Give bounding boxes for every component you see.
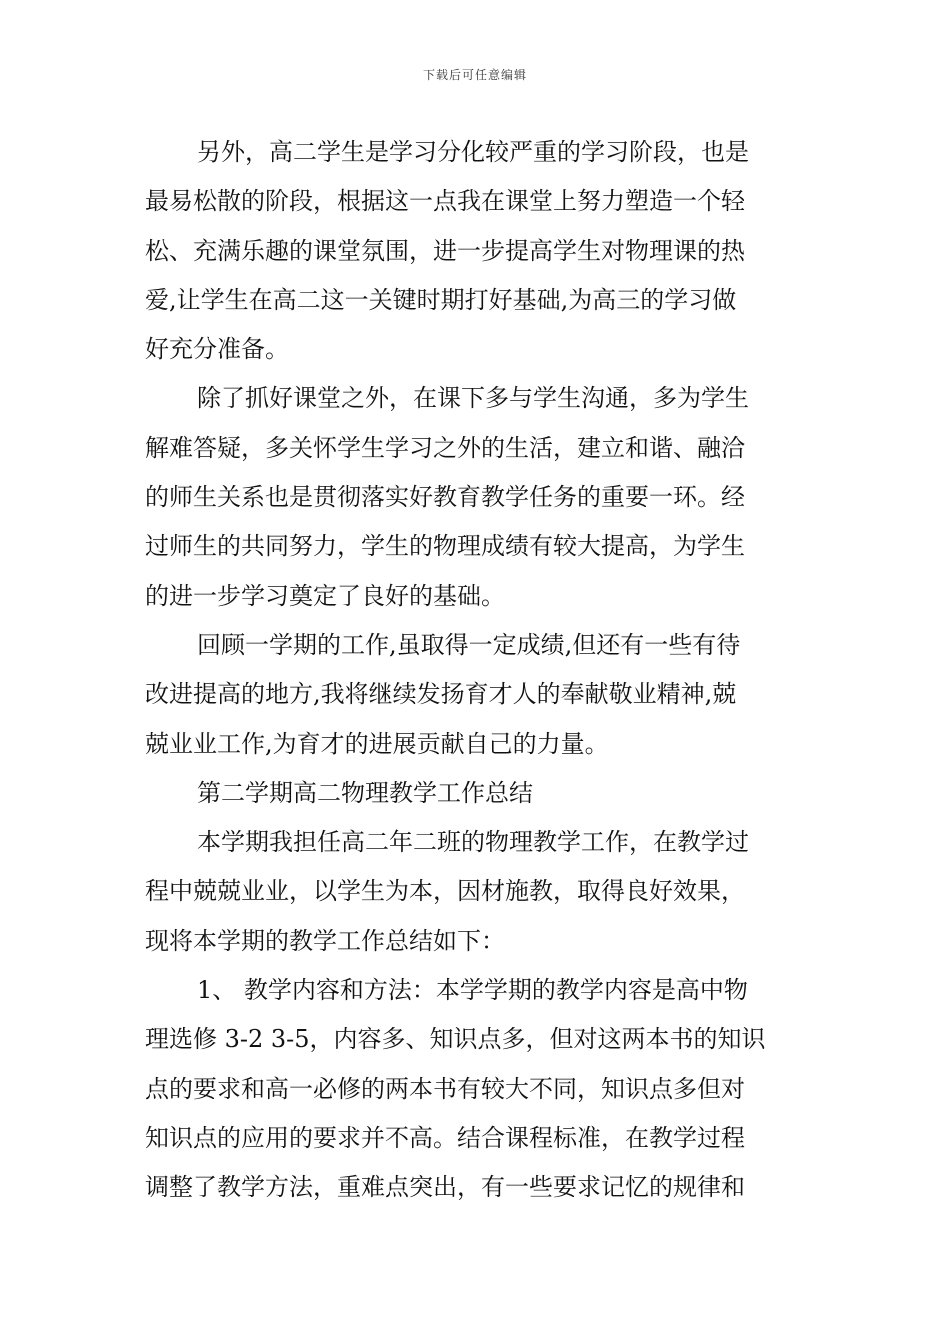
text-line: 回顾一学期的工作,虽取得一定成绩,但还有一些有待 xyxy=(197,630,741,659)
text-line: 好充分准备。 xyxy=(145,335,289,364)
text-line: 兢业业工作,为育才的进展贡献自己的力量。 xyxy=(145,729,609,758)
text-line: 现将本学期的教学工作总结如下： xyxy=(145,926,505,955)
text-line: 点的要求和高一必修的两本书有较大不同，知识点多但对 xyxy=(145,1074,745,1103)
section-heading: 第二学期高二物理教学工作总结 xyxy=(197,778,533,807)
text-line: 爱,让学生在高二这一关键时期打好基础,为高三的学习做 xyxy=(145,285,737,314)
page-header: 下载后可任意编辑 xyxy=(422,68,527,82)
text-line: 程中兢兢业业，以学生为本，因材施教，取得良好效果， xyxy=(145,877,745,906)
text-line: 解难答疑，多关怀学生学习之外的生活，建立和谐、融洽 xyxy=(145,433,745,462)
text-line: 改进提高的地方,我将继续发扬育才人的奉献敬业精神,兢 xyxy=(145,680,737,709)
text-line: 的师生关系也是贯彻落实好教育教学任务的重要一环。经 xyxy=(145,483,745,512)
text-line: 调整了教学方法，重难点突出，有一些要求记忆的规律和 xyxy=(145,1173,745,1202)
text-line: 本学期我担任高二年二班的物理教学工作，在教学过 xyxy=(197,828,749,857)
text-line: 1、 教学内容和方法：本学学期的教学内容是高中物 xyxy=(197,976,748,1005)
text-line: 过师生的共同努力，学生的物理成绩有较大提高，为学生 xyxy=(145,532,745,561)
text-line: 理选修 3-2 3-5，内容多、知识点多，但对这两本书的知识 xyxy=(145,1025,766,1054)
text-line: 知识点的应用的要求并不高。结合课程标准，在教学过程 xyxy=(145,1123,745,1152)
text-line: 除了抓好课堂之外，在课下多与学生沟通，多为学生 xyxy=(197,384,749,413)
text-line: 松、充满乐趣的课堂氛围，进一步提高学生对物理课的热 xyxy=(145,236,745,265)
document-body xyxy=(145,128,810,1213)
text-line: 的进一步学习奠定了良好的基础。 xyxy=(145,581,505,610)
text-line: 另外，高二学生是学习分化较严重的学习阶段，也是 xyxy=(197,138,749,166)
text-line: 最易松散的阶段，根据这一点我在课堂上努力塑造一个轻 xyxy=(145,187,745,216)
